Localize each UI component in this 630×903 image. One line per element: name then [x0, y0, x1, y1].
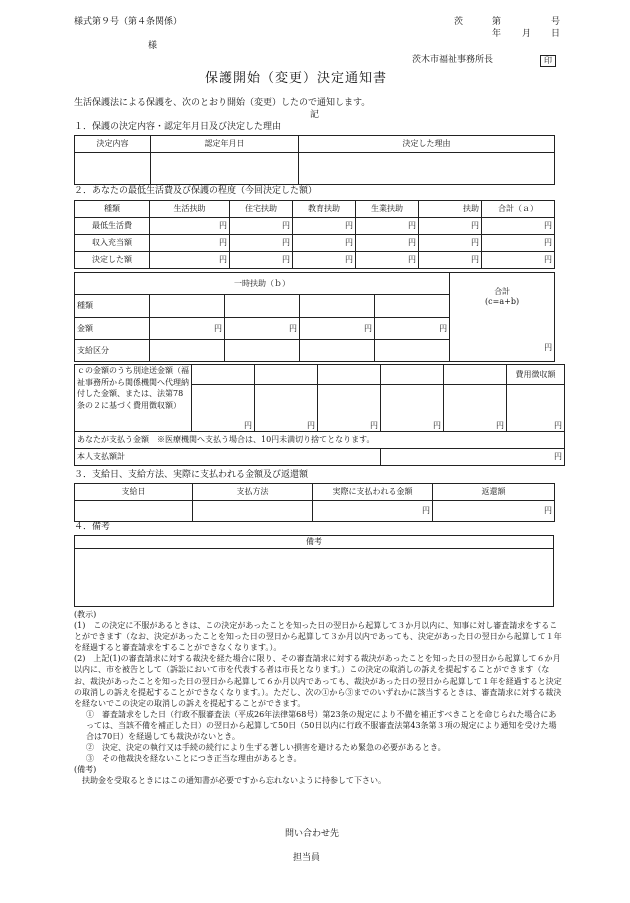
- contact-label: 問い合わせ先: [285, 829, 340, 839]
- section4-heading: ４．備考: [74, 522, 111, 532]
- remarks-table: [74, 535, 554, 607]
- separate-remittance-table: [74, 364, 565, 466]
- temp-payment-cell: [375, 340, 450, 362]
- yen-unit: 円: [419, 252, 482, 269]
- bikou-text: 扶助金を受取るときにはこの通知書が必要ですから忘れないように持参して下さい。: [82, 776, 386, 786]
- remit-header-cell: [255, 365, 318, 385]
- yen-unit: 円: [433, 501, 555, 522]
- assistance-table: [74, 200, 555, 269]
- yen-unit: 円: [482, 235, 555, 252]
- col-type: 種類: [75, 201, 150, 218]
- row-label: 最低生活費: [75, 218, 150, 235]
- col-payment-date: 支給日: [75, 484, 193, 501]
- seal-box: 印: [540, 55, 556, 67]
- yen-unit: 円: [150, 252, 230, 269]
- date-month: 月: [522, 29, 532, 39]
- yen-unit: 円: [230, 235, 293, 252]
- condition-1: ① 審査請求をした日（行政不服審査法（平成26年法律第68号）第23条の規定により不備を補正すべきことを命じられた場合にあっては、当該不備を補正した日）の翌日から起算して50日（50日以内に行政不服審査法第43条第３項の規定により通知を受けた場合は70日）を経過しても裁決がないとき。: [86, 709, 557, 742]
- temp-type-cell: [300, 295, 375, 318]
- col-occupation: 生業扶助: [356, 201, 419, 218]
- addressee-suffix: 様: [148, 41, 158, 51]
- remit-header-cell: [318, 365, 381, 385]
- yen-unit: 円: [318, 385, 381, 432]
- yen-unit: 円: [419, 235, 482, 252]
- decision-content-cell: [75, 153, 151, 185]
- col-decision-reason: 決定した理由: [299, 136, 555, 153]
- yen-unit: 円: [293, 235, 356, 252]
- temp-type-cell: [150, 295, 225, 318]
- remit-header-cell: [192, 365, 255, 385]
- yen-unit: 円: [230, 252, 293, 269]
- section1-heading: １．保護の決定内容・認定年月日及び決定した理由: [74, 122, 282, 132]
- temp-type-cell: [225, 295, 300, 318]
- doc-number-prefix: 茨: [454, 17, 464, 27]
- yen-unit: 円: [544, 343, 553, 352]
- payment-date-cell: [75, 501, 193, 522]
- yen-unit: 円: [192, 385, 255, 432]
- bikou-label: (備考): [74, 765, 97, 775]
- condition-2: ② 決定、決定の執行又は手続の続行により生ずる著しい損害を避けるため緊急の必要があるとき。: [86, 743, 446, 753]
- temp-payment-label: 支給区分: [75, 340, 150, 362]
- total-formula: (c=a+b): [485, 297, 520, 306]
- person-in-charge: 担当員: [293, 853, 321, 863]
- yen-unit: 円: [419, 218, 482, 235]
- yen-unit: 円: [356, 218, 419, 235]
- col-living: 生活扶助: [150, 201, 230, 218]
- remarks-cell: [75, 549, 554, 607]
- row-income: [75, 235, 555, 252]
- temp-type-label: 種類: [75, 295, 150, 318]
- doc-number-go: 号: [551, 17, 561, 27]
- col-actual-amount: 実際に支払われる金額: [313, 484, 433, 501]
- doc-number-dai: 第: [492, 17, 502, 27]
- yen-unit: 円: [444, 385, 507, 432]
- fee-collection-label: 費用徴収額: [507, 365, 565, 385]
- yen-unit: 円: [356, 252, 419, 269]
- yen-unit: 円: [230, 218, 293, 235]
- yen-unit: 円: [375, 318, 450, 340]
- payment-method-cell: [193, 501, 313, 522]
- yen-unit: 円: [356, 235, 419, 252]
- yen-unit: 円: [313, 501, 433, 522]
- temp-payment-cell: [300, 340, 375, 362]
- temporary-assistance-table: [74, 272, 555, 362]
- col-approval-date: 認定年月日: [151, 136, 299, 153]
- section2-heading: ２．あなたの最低生活費及び保護の程度（今回決定した額）: [74, 186, 318, 196]
- total-label: 合計: [494, 287, 511, 296]
- payment-note: あなたが支払う金額 ※医療機関へ支払う場合は、10円未満切り捨てとなります。: [75, 432, 565, 449]
- row-minimum: [75, 218, 555, 235]
- section3-heading: ３．支給日、支給方法、実際に支払われる金額及び返還額: [74, 470, 309, 480]
- date-year: 年: [492, 29, 502, 39]
- yen-unit: 円: [150, 218, 230, 235]
- col-remarks: 備考: [75, 536, 554, 549]
- decision-reason-cell: [299, 153, 555, 185]
- yen-unit: 円: [300, 318, 375, 340]
- yen-unit: 円: [293, 252, 356, 269]
- col-extra: 扶助: [419, 201, 482, 218]
- instruction-notes: [74, 609, 564, 787]
- approval-date-cell: [151, 153, 299, 185]
- temp-assistance-header: 一時扶助（ｂ）: [75, 273, 450, 295]
- temp-type-cell: [375, 295, 450, 318]
- form-number: 様式第９号（第４条関係）: [74, 17, 183, 27]
- col-decision-content: 決定内容: [75, 136, 151, 153]
- col-housing: 住宅扶助: [230, 201, 293, 218]
- row-decided: [75, 252, 555, 269]
- note-1: (1) この決定に不服があるときは、この決定があったことを知った日の翌日から起算して３か月以内に、知事に対し審査請求をすることができます（なお、決定があったことを知った日の翌日から起算して３か月以内であっても、決定があった日の翌日から起算して１年を経過すると審査請求をすることができなくなります。）。: [74, 621, 562, 653]
- condition-3: ③ その他裁決を経ないことにつき正当な理由があるとき。: [86, 754, 302, 764]
- yen-unit: 円: [255, 385, 318, 432]
- col-payment-method: 支払方法: [193, 484, 313, 501]
- total-c-cell: [450, 273, 555, 362]
- temp-payment-cell: [225, 340, 300, 362]
- yen-unit: 円: [225, 318, 300, 340]
- remit-header-cell: [444, 365, 507, 385]
- issuer: 茨木市福祉事務所長: [412, 55, 494, 65]
- kyoji-label: (教示): [74, 610, 97, 619]
- yen-unit: 円: [507, 385, 565, 432]
- note-2: (2) 上記(1)の審査請求に対する裁決を経た場合に限り、その審査請求に対する裁決があったことを知った日の翌日から起算して６か月以内に、市を被告として（訴訟において市を代表する者は市長となります。）この決定の取消しの訴えを提起することができます（なお、裁決があったことを知った日の翌日から起算して６か月以内であっても、裁決があった日の翌日から起算して１年を経過すると決定の取消しの訴えを提起することができなくなります。）。ただし、次の①から③までのいずれかに該当するときは、審査請求に対する裁決を経ないでこの決定の取消しの訴えを提起することができます。: [74, 654, 562, 708]
- yen-unit: 円: [150, 318, 225, 340]
- c-amount-description: ｃの金額のうち別途送金額（福祉事務所から関係機関へ代理納付した金額、または、法第78条の２に基づく費用徴収額）: [75, 365, 192, 432]
- col-total-a: 合計（ａ）: [482, 201, 555, 218]
- payment-table: [74, 483, 555, 522]
- remit-header-cell: [381, 365, 444, 385]
- self-payment-label: 本人支払額計: [75, 449, 381, 466]
- ki-mark: 記: [310, 110, 320, 120]
- date-day: 日: [551, 29, 561, 39]
- yen-unit: 円: [381, 449, 565, 466]
- document-title: 保護開始（変更）決定通知書: [205, 71, 388, 86]
- yen-unit: 円: [381, 385, 444, 432]
- row-label: 決定した額: [75, 252, 150, 269]
- yen-unit: 円: [293, 218, 356, 235]
- yen-unit: 円: [482, 218, 555, 235]
- row-label: 収入充当額: [75, 235, 150, 252]
- decision-table: [74, 135, 555, 185]
- col-refund-amount: 返還額: [433, 484, 555, 501]
- temp-payment-cell: [150, 340, 225, 362]
- yen-unit: 円: [150, 235, 230, 252]
- intro-text: 生活保護法による保護を、次のとおり開始（変更）したので通知します。: [74, 98, 371, 108]
- temp-amount-label: 金額: [75, 318, 150, 340]
- yen-unit: 円: [482, 252, 555, 269]
- col-education: 教育扶助: [293, 201, 356, 218]
